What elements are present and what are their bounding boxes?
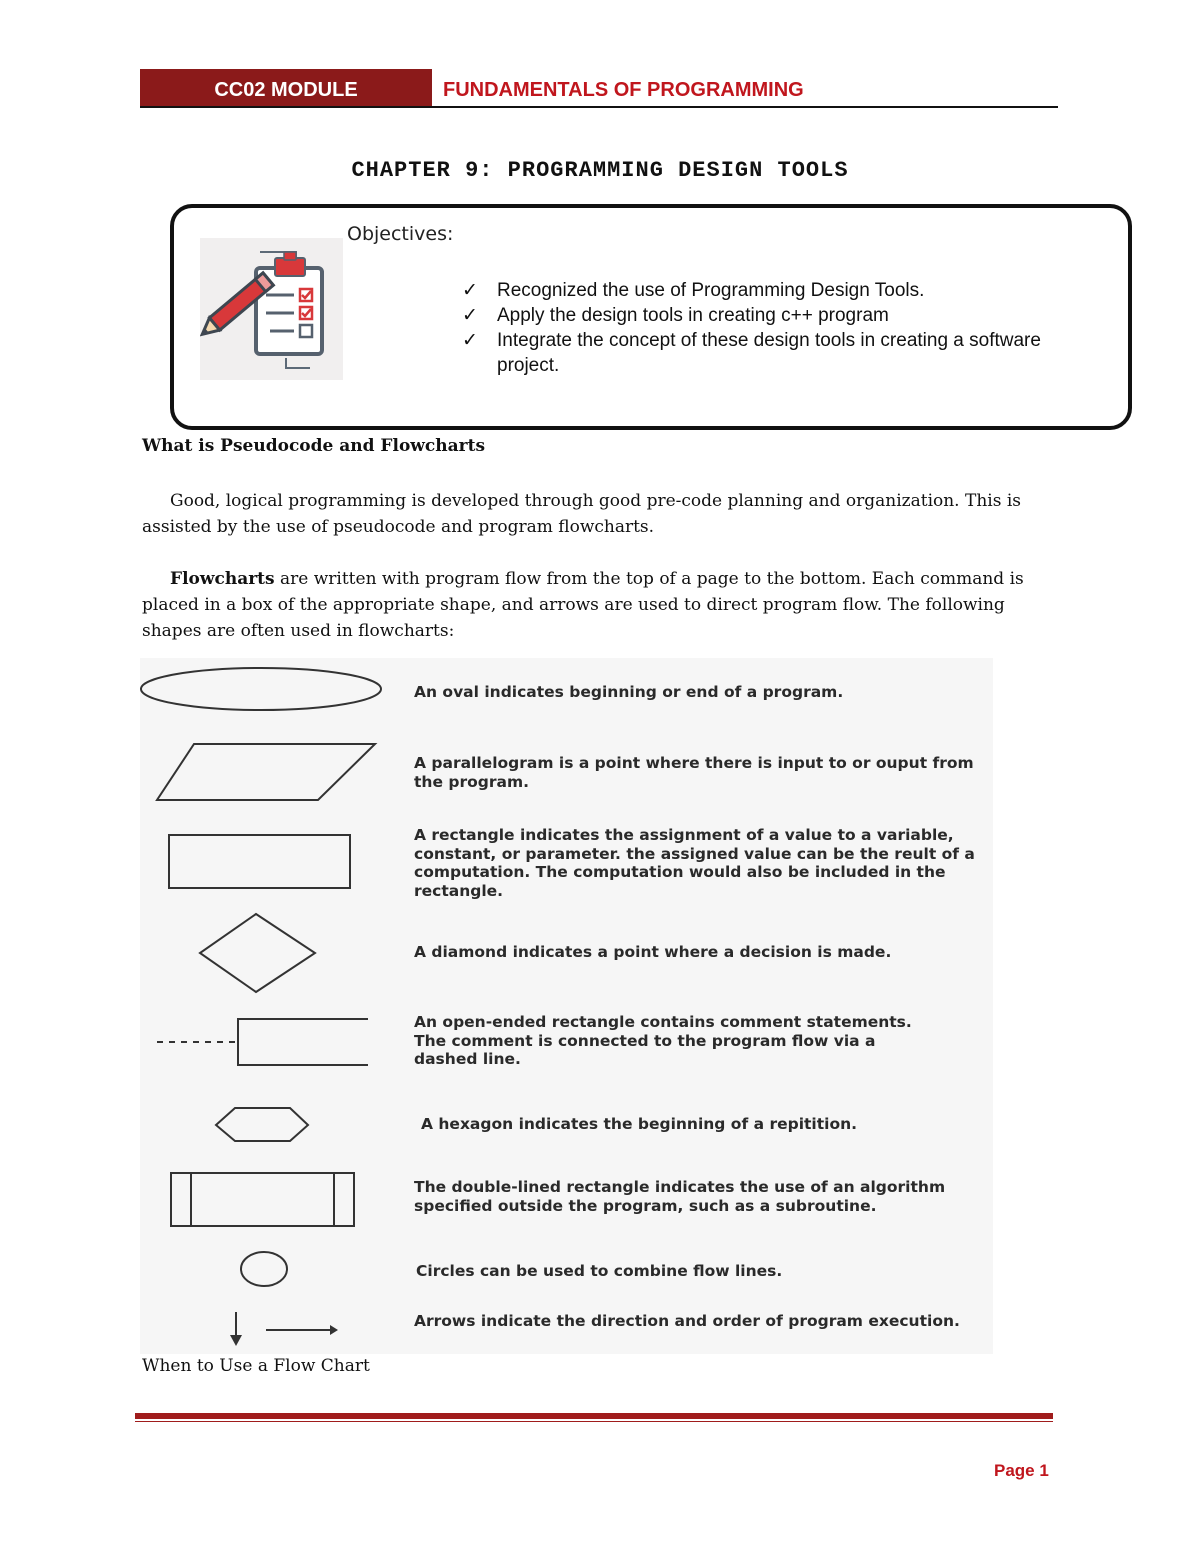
footer-rule-thin [135, 1421, 1053, 1422]
intro-paragraph [142, 488, 1042, 540]
objective-text: Recognized the use of Programming Design Tools. [497, 280, 925, 301]
flowchart-shapes-drawing [140, 658, 400, 1354]
when-to-use-heading: When to Use a Flow Chart [142, 1356, 370, 1376]
module-title: FUNDAMENTALS OF PROGRAMMING [443, 78, 804, 101]
circle-description: Circles can be used to combine flow lines. [416, 1262, 783, 1280]
open-ended-rectangle-shape [157, 1019, 368, 1065]
section-heading: What is Pseudocode and Flowcharts [142, 436, 486, 456]
diamond-shape [200, 914, 315, 992]
flowcharts-paragraph-text: are written with program flow from the top of a page to the bottom. Each command is placed in a box of the appropriate shape, and arrows are used to direct program flow. The following shapes are often used in flowcharts: [142, 569, 1024, 641]
objective-text: Integrate the concept of these design tools in creating a software project. [497, 330, 1041, 376]
chapter-title: CHAPTER 9: PROGRAMMING DESIGN TOOLS [351, 158, 849, 183]
oval-description: An oval indicates beginning or end of a program. [414, 683, 844, 701]
rectangle-shape [169, 835, 350, 888]
hexagon-description: A hexagon indicates the beginning of a repitition. [421, 1115, 858, 1133]
circle-shape [241, 1252, 287, 1286]
module-code-label: CC02 MODULE [140, 69, 432, 107]
objective-item [462, 303, 1082, 328]
hexagon-shape [216, 1108, 308, 1141]
objective-text: Apply the design tools in creating c++ program [497, 305, 889, 326]
oval-shape [141, 668, 381, 710]
header-rule [140, 106, 1058, 108]
open-ended-rectangle-description: An open-ended rectangle contains comment statements. The comment is connected to the program flow via a dashed line. [414, 1013, 912, 1068]
double-lined-rectangle-shape [171, 1173, 354, 1226]
checkmark-icon: ✓ [462, 305, 478, 326]
objective-item [462, 328, 1082, 378]
arrows-description: Arrows indicate the direction and order of program execution. [414, 1312, 960, 1330]
footer-rule [135, 1413, 1053, 1419]
double-lined-rectangle-description: The double-lined rectangle indicates the use of an algorithm specified outside the program, such as a subroutine. [414, 1178, 946, 1215]
checkmark-icon: ✓ [462, 330, 478, 351]
parallelogram-shape [157, 744, 375, 800]
flowcharts-paragraph [142, 566, 1042, 644]
parallelogram-description: A parallelogram is a point where there is input to or ouput from the program. [414, 754, 974, 791]
objectives-label: Objectives: [347, 223, 454, 245]
checkmark-icon: ✓ [462, 280, 478, 301]
rectangle-description: A rectangle indicates the assignment of a value to a variable, constant, or parameter. the assigned value can be the reult of a computation. The computation would also be included in the rectangle. [414, 826, 975, 900]
objective-item [462, 278, 1082, 303]
clipboard-checklist-icon [200, 238, 343, 380]
arrows-shape [236, 1312, 332, 1339]
page-number: Page 1 [994, 1461, 1049, 1480]
objectives-list [462, 278, 1082, 378]
intro-paragraph-text: Good, logical programming is developed through good pre-code planning and organization. This is assisted by the use of pseudocode and program flowcharts. [142, 491, 1022, 537]
diamond-description: A diamond indicates a point where a decision is made. [414, 943, 892, 961]
flowcharts-term: Flowcharts [170, 569, 275, 589]
